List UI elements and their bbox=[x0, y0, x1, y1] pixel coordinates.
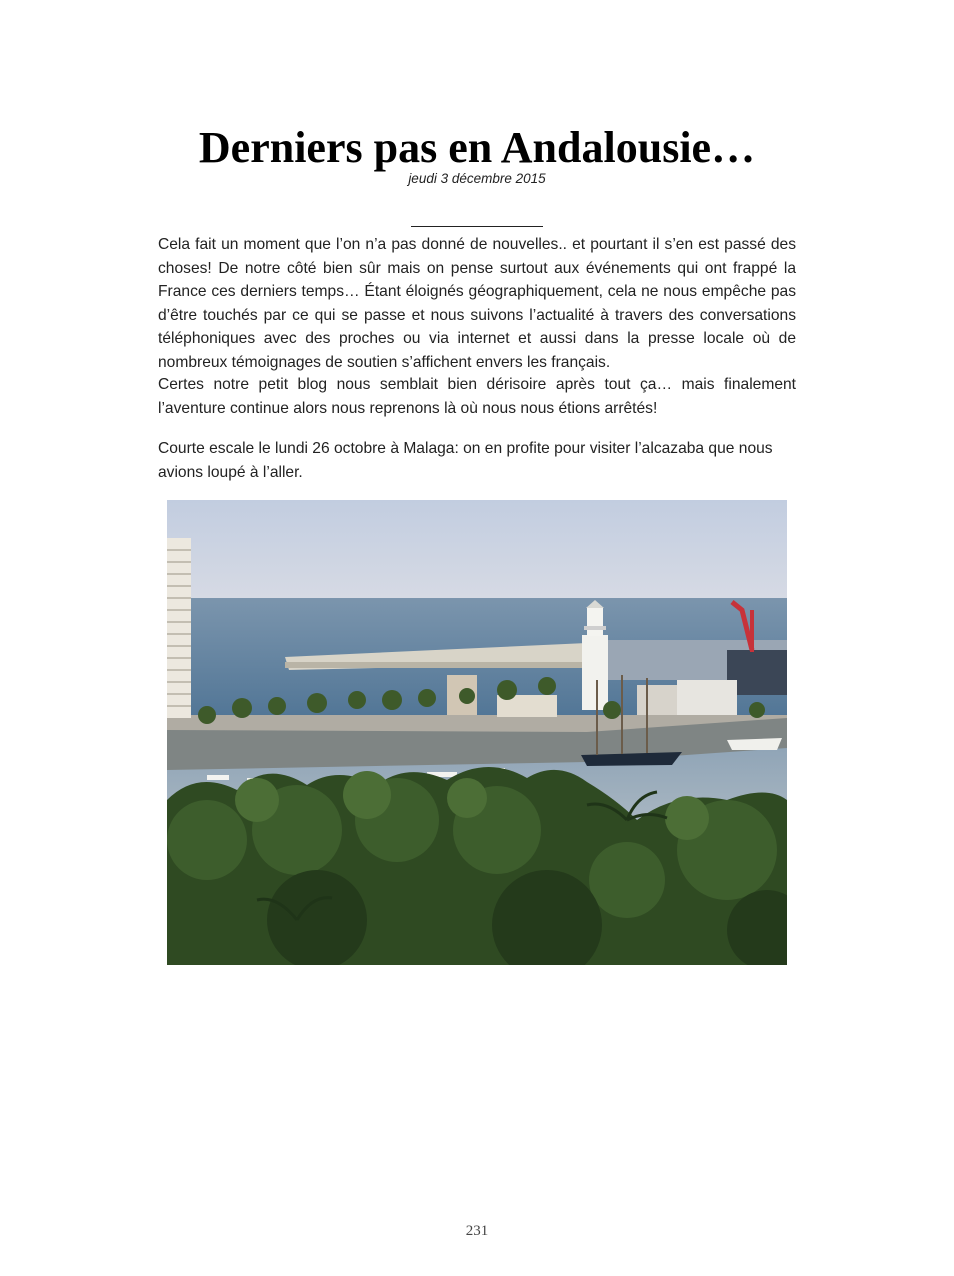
lighthouse bbox=[582, 635, 608, 710]
paragraph-3: Courte escale le lundi 26 octobre à Malaga: on en profite pour visiter l’alcazaba que nous avions loupé à l’aller. bbox=[158, 440, 773, 481]
tower-building bbox=[167, 538, 191, 718]
separator-line bbox=[411, 226, 543, 227]
post-date: jeudi 3 décembre 2015 bbox=[408, 171, 546, 186]
paragraph-1: Cela fait un moment que l’on n’a pas donné de nouvelles.. et pourtant il s’en est passé des choses! De notre côté bien sûr mais on pense surtout aux événements qui ont frappé la France ces derniers temps… Étant éloignés géographiquement, cela ne nous empêche pas d’être touchés par ce qui se passe et nous suivons l’actualité à travers des conversations téléphoniques avec des proches ou via internet et aussi dans la presse locale où de nombreux témoignages de soutien s’affichent envers les français. bbox=[158, 236, 796, 371]
paragraph-2: Certes notre petit blog nous semblait bien dérisoire après tout ça… mais finalement l’aventure continue alors nous reprenons là où nous nous étions arrêtés! bbox=[158, 376, 796, 417]
malaga-port-photo bbox=[167, 500, 787, 965]
page-title: Derniers pas en Andalousie… bbox=[198, 123, 756, 172]
page-number: 231 bbox=[465, 1223, 489, 1239]
sky bbox=[167, 500, 787, 600]
